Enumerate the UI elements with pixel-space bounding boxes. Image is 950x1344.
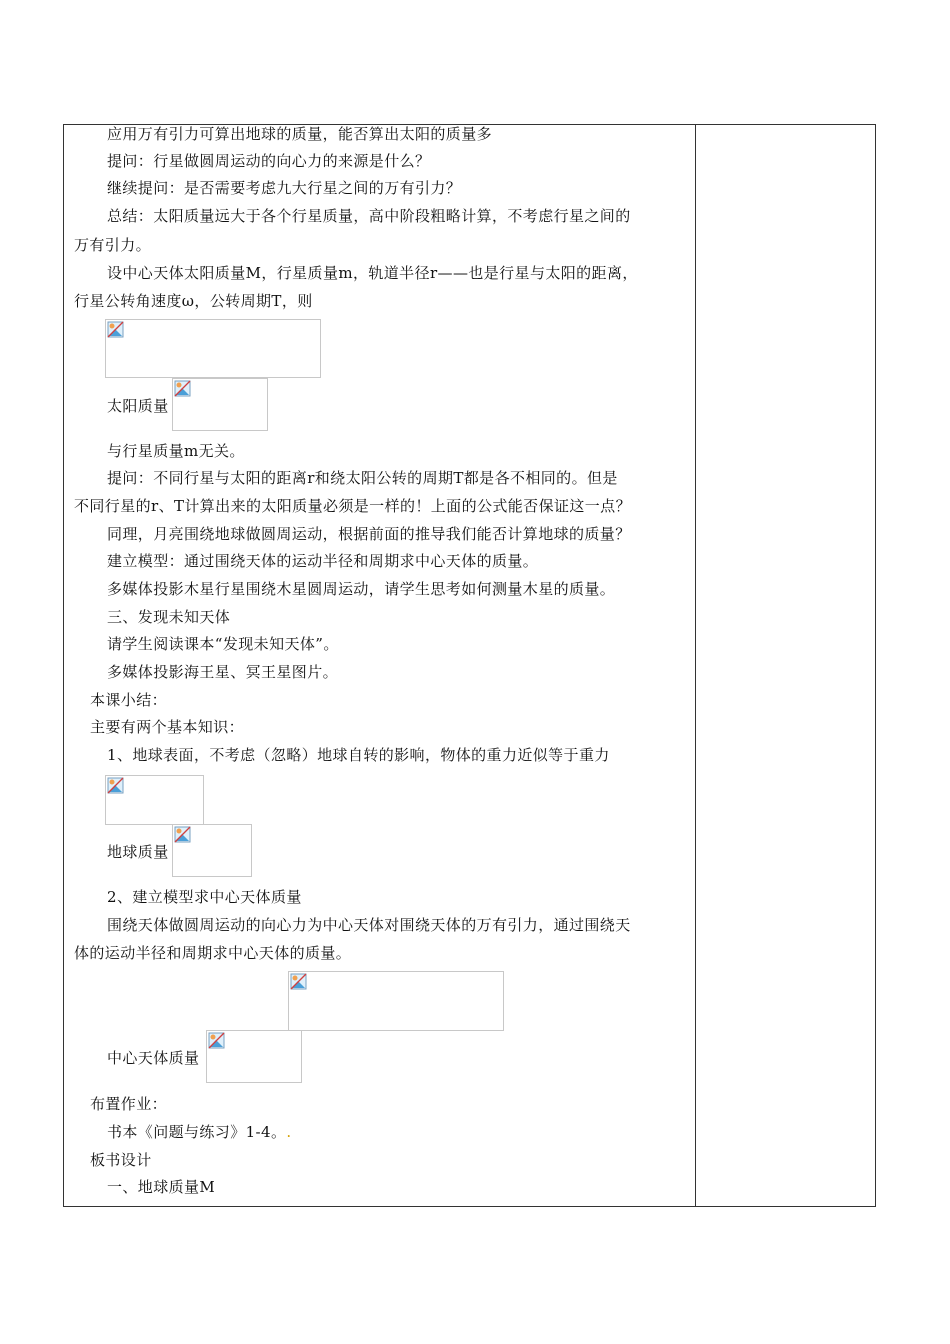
text-line: 布置作业： [90,1095,168,1113]
formula-image [206,1030,302,1083]
text-line [107,1122,292,1142]
table-column-divider [695,124,696,1207]
text-line: 多媒体投影木星行星围绕木星圆周运动，请学生思考如何测量木星的质量。 [107,580,616,598]
broken-image-icon [106,320,125,339]
text-line: 不同行星的r、T计算出来的太阳质量必须是一样的！上面的公式能否保证这一点？ [74,497,631,515]
text-line: 一、地球质量M [107,1178,216,1196]
text-line: 围绕天体做圆周运动的向心力为中心天体对围绕天体的万有引力，通过围绕天 [107,916,631,934]
text-line: 设中心天体太阳质量M，行星质量m，轨道半径r——也是行星与太阳的距离， [107,264,638,282]
broken-image-icon [289,972,308,991]
text-line: 提问：不同行星与太阳的距离r和绕太阳公转的周期T都是各不相同的。但是 [107,469,618,487]
broken-image-icon [173,379,192,398]
text-line: 1、地球表面，不考虑（忽略）地球自转的影响，物体的重力近似等于重力 [107,746,610,764]
formula-image [172,824,252,877]
broken-image-icon [106,776,125,795]
text-line: 地球质量 [107,843,169,861]
text-line: 主要有两个基本知识： [90,718,245,736]
broken-image-icon [207,1031,226,1050]
text-line: 多媒体投影海王星、冥王星图片。 [107,663,339,681]
text-line: 继续提问：是否需要考虑九大行星之间的万有引力？ [107,179,462,197]
text-line: 行星公转角速度ω，公转周期T，则 [74,292,313,310]
broken-image-icon [173,825,192,844]
text-line: 建立模型：通过围绕天体的运动半径和周期求中心天体的质量。 [107,552,539,570]
formula-image [105,775,204,825]
text-line: 体的运动半径和周期求中心天体的质量。 [74,944,352,962]
text-line: 总结：太阳质量远大于各个行星质量，高中阶段粗略计算，不考虑行星之间的 [107,207,631,225]
text-line: 太阳质量 [107,397,169,415]
homework-text: 书本《问题与练习》1-4。 [107,1123,287,1141]
formula-image [172,378,268,431]
text-line: 同理，月亮围绕地球做圆周运动，根据前面的推导我们能否计算地球的质量？ [107,525,631,543]
text-line: 中心天体质量 [107,1049,200,1067]
text-line: 本课小结： [90,691,168,709]
text-line: 2、建立模型求中心天体质量 [107,888,302,906]
text-line: 应用万有引力可算出地球的质量，能否算出太阳的质量多 [107,125,493,143]
formula-image [105,319,321,378]
text-line: 提问：行星做圆周运动的向心力的来源是什么？ [107,152,431,170]
text-line: 三、发现未知天体 [107,608,231,626]
formula-image [288,971,504,1031]
trailing-mark: . [286,1123,292,1141]
text-line: 板书设计 [90,1151,152,1169]
text-line: 请学生阅读课本“发现未知天体”。 [107,635,339,653]
text-line: 与行星质量m无关。 [107,442,245,460]
text-line: 万有引力。 [74,236,152,254]
